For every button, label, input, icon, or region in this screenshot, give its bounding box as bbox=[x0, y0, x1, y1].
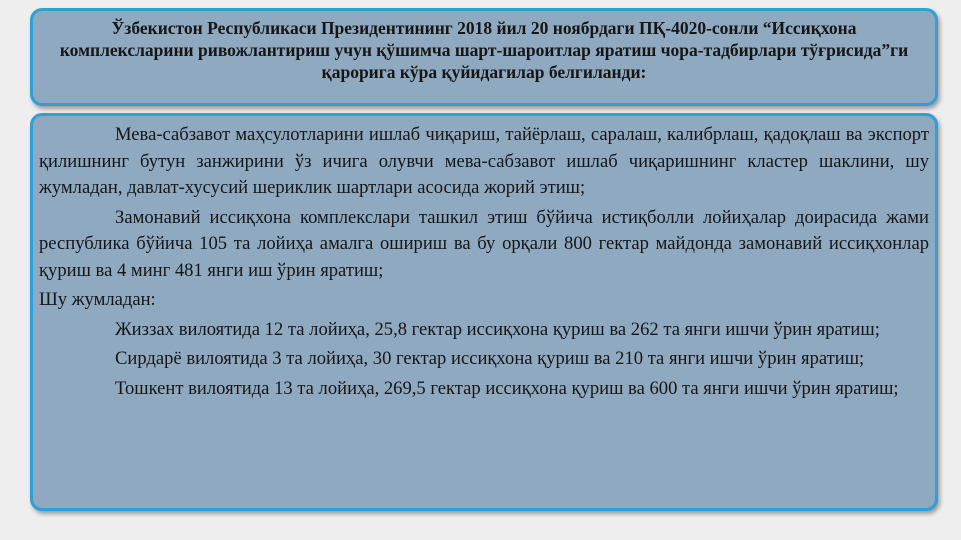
content-panel bbox=[30, 113, 938, 511]
paragraph-including: Шу жумладан: bbox=[39, 289, 156, 310]
header-panel bbox=[30, 8, 938, 106]
paragraph-greenhouse-projects: Замонавий иссиқхона комплекслари ташкил этиш бўйича истиқболли лойиҳалар доирасида жами республика бўйича 105 та лойиҳа амалга ошириш ва бу орқали 800 гектар майдонда замонавий иссиқхонлар қуриш ва 4 минг 481 янги иш ўрин яратиш; bbox=[39, 206, 929, 281]
paragraph-jizzakh: Жиззах вилоятида 12 та лойиҳа, 25,8 гектар иссиқхона қуриш ва 262 та янги ишчи ўрин яратиш; bbox=[115, 318, 880, 340]
paragraph-syrdarya: Сирдарё вилоятида 3 та лойиҳа, 30 гектар иссиқхона қуриш ва 210 та янги ишчи ўрин яратиш; bbox=[115, 348, 865, 369]
header-title: Ўзбекистон Республикаси Президентининг 2018 йил 20 ноябрдаги ПҚ-4020-сонли “Иссиқхона комплексларини ривожлантириш учун қўшимча шарт-шароитлар яратиш чора-тадбирлари тўғрисида”ги қарорига кўра қуйидагилар белгиланди: bbox=[59, 18, 909, 82]
paragraph-cluster: Мева-сабзавот маҳсулотларини ишлаб чиқариш, тайёрлаш, саралаш, калибрлаш, қадоқлаш ва экспорт қилишнинг бутун занжирини ўз ичига олувчи мева-сабзавот ишлаб чиқаришнинг кластер шаклини, шу жумладан, давлат-хусусий шериклик шартлари асосида жорий этиш; bbox=[39, 124, 929, 198]
paragraph-tashkent: Тошкент вилоятида 13 та лойиҳа, 269,5 гектар иссиқхона қуриш ва 600 та янги ишчи ўрин яратиш; bbox=[115, 377, 899, 399]
